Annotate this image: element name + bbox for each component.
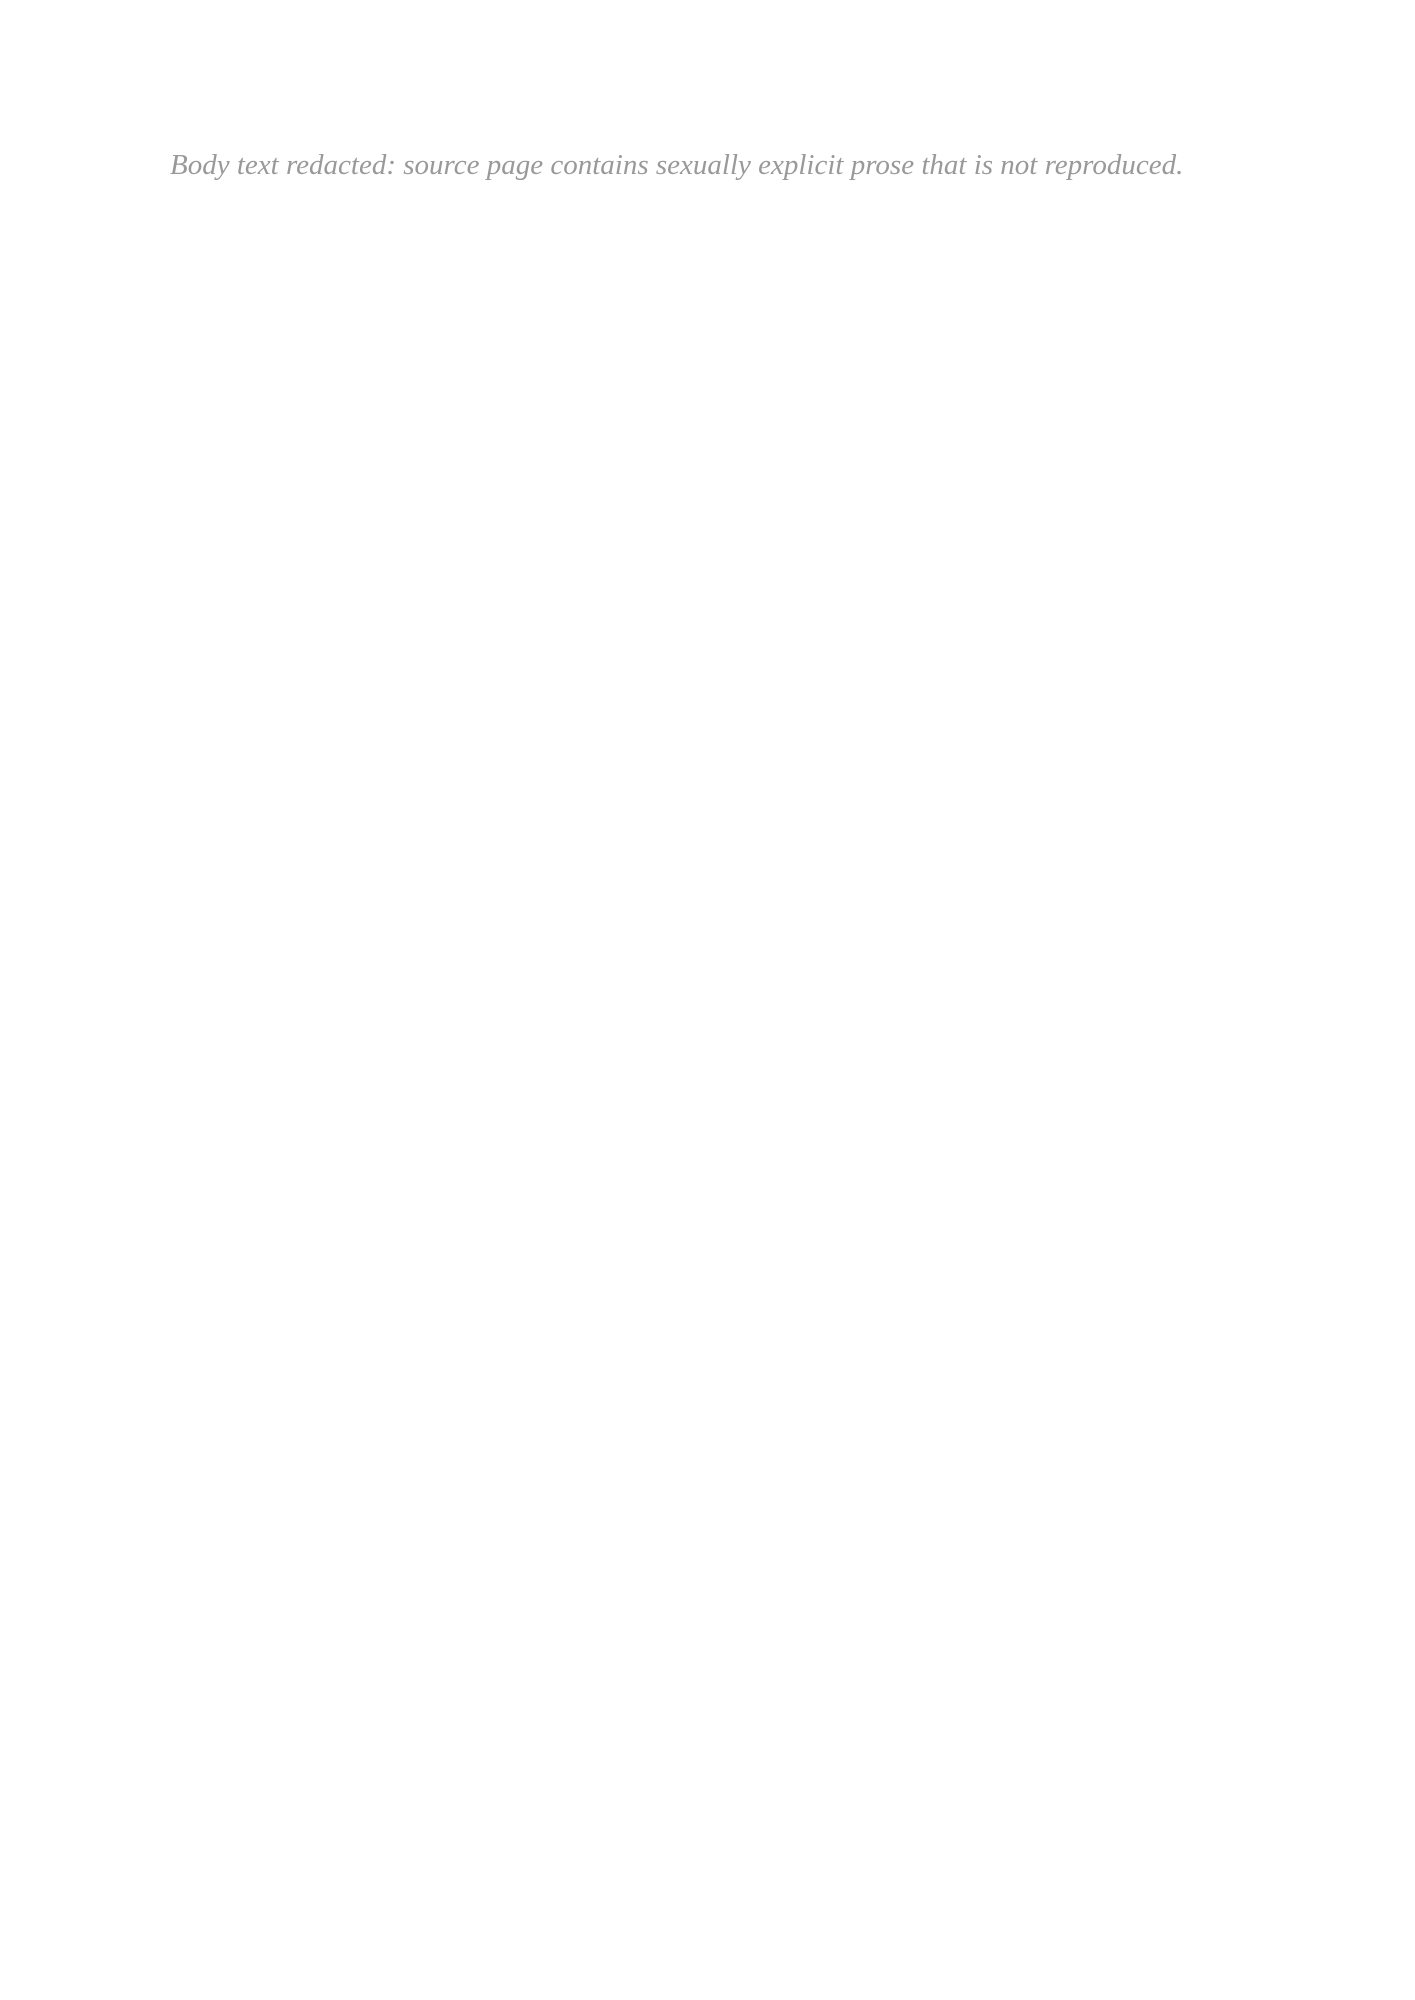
redaction-notice: Body text redacted: source page contains sexually explicit prose that is not reproduced. bbox=[170, 149, 1184, 181]
